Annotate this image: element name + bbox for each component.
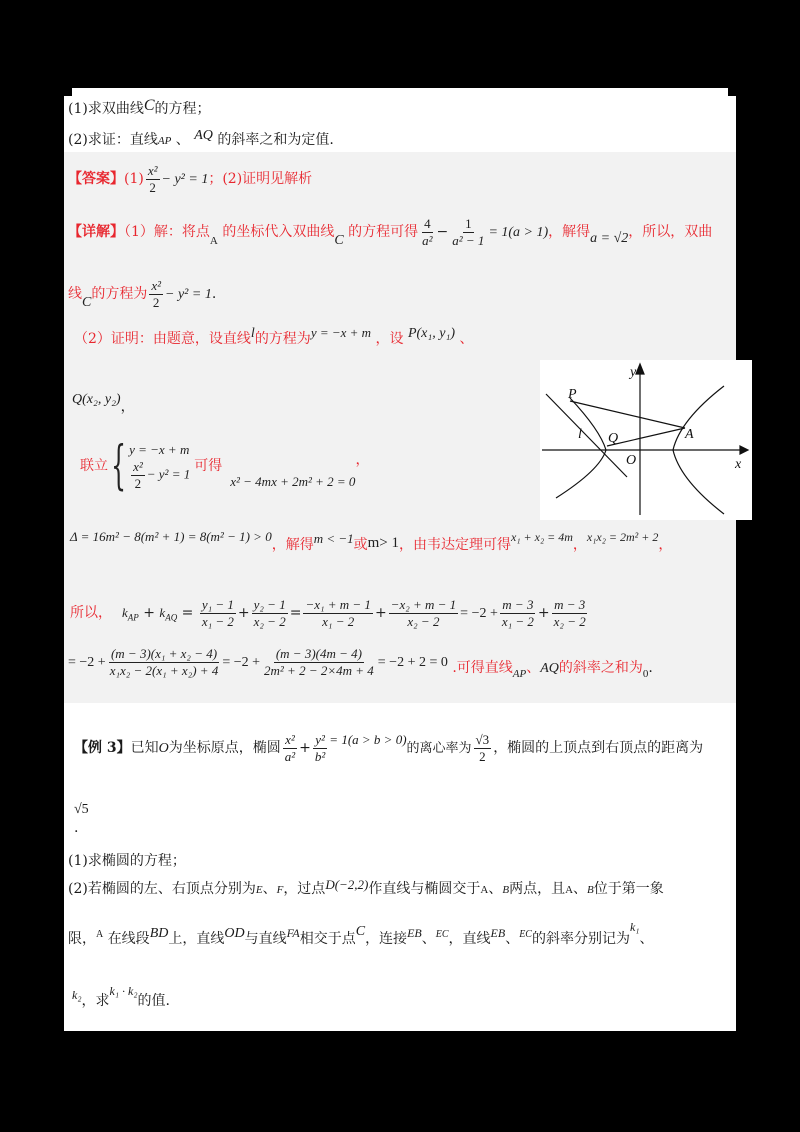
denominator: a² bbox=[422, 232, 433, 248]
text: 可得 bbox=[194, 458, 223, 474]
final-equation: = −2 + 2 = 0 bbox=[377, 655, 448, 670]
equation-rest: − y² = 1 bbox=[165, 287, 212, 302]
fraction: $\frac{(m - 3)(4m - 4)}{\text{2m² + 2 − 2×4m + 4}}$ bbox=[264, 645, 374, 678]
q2-text-end: 的斜率之和为定值. bbox=[217, 132, 334, 148]
example-tag: 【例 3】 bbox=[74, 740, 131, 756]
example-3-q2-line-2: 限，$^A$ 在线段BD上，直线OD与直线FA相交于点C，连接EB、$^{EC}$，直线EB、$^{EC}$的斜率分别记为k₁、 bbox=[68, 920, 654, 947]
numerator: x² bbox=[133, 458, 143, 474]
svg-text:y: y bbox=[630, 365, 637, 380]
segment-PA bbox=[570, 401, 685, 428]
brace: { bbox=[111, 436, 126, 496]
var-C: C bbox=[82, 295, 92, 310]
system-rows bbox=[129, 441, 190, 492]
fraction bbox=[149, 278, 163, 311]
point-P: P(x₁, y₁) bbox=[407, 326, 456, 341]
var-AQ: AQ bbox=[194, 128, 213, 143]
fraction: $\frac{\text{−x₁ + m − 1}}{\text{x₁ − 2}}$ bbox=[305, 596, 371, 629]
svg-text:l: l bbox=[578, 427, 582, 442]
svg-text:Q: Q bbox=[608, 431, 619, 446]
denominator: 2 bbox=[134, 475, 142, 491]
answer-line bbox=[68, 161, 312, 198]
example-3-q1 bbox=[68, 852, 186, 870]
text: ，设 bbox=[375, 331, 404, 347]
system-row-2 bbox=[129, 459, 190, 492]
k-aq: $k_{AQ}$ bbox=[159, 605, 178, 623]
detail-part2-line bbox=[74, 325, 474, 349]
fraction: $\frac{\text{(m − 3)(x₁ + x₂ − 4)}}{\text{x₁x₂ − 2(x₁ + x₂) + 4}}$ bbox=[109, 645, 219, 678]
period: . bbox=[74, 820, 79, 836]
svg-text:x: x bbox=[735, 457, 742, 472]
text: 联立 bbox=[80, 458, 108, 474]
eccentricity-fraction: $\frac{√3}{2}$ bbox=[475, 731, 490, 764]
fraction bbox=[146, 163, 160, 196]
text: ，由韦达定理可得 bbox=[399, 537, 512, 553]
distance-value: √5 bbox=[74, 802, 89, 817]
text: 的方程为 bbox=[254, 331, 311, 347]
delta-line: Δ = 16m² − 8(m² + 1) = 8(m² − 1) > 0，解得m < −1或m> 1，由韦达定理可得x₁ + x₂ = 4m，x₁x₂ = 2m² + 2， bbox=[70, 529, 673, 553]
text: （1）解：将点 bbox=[124, 224, 210, 240]
text: ，所以，双曲 bbox=[628, 224, 713, 240]
question-2 bbox=[68, 128, 334, 150]
text: 的离心率为 bbox=[406, 741, 472, 756]
numerator: x² bbox=[151, 277, 162, 293]
svg-text:A: A bbox=[685, 427, 694, 442]
text: ，解得 bbox=[548, 224, 591, 240]
condition: = 1(a > 1) bbox=[488, 225, 549, 240]
k-ap: $k_{AP}$ bbox=[122, 605, 139, 623]
example-3-line-1: 【例 3】已知O为坐标原点，椭圆 $\frac{\text{x²}}{\text{a²}}$ + $\frac{\text{y²}}{\text{b²}}$ = 1(a > b > 0)的离心率为 $\frac{√3}{2}$ ，椭圆的上顶点到右顶点的距离为 bbox=[74, 731, 704, 764]
text: ，解得 bbox=[271, 537, 314, 553]
slope-sum-line-1: 所以， $k_{AP} + k_{AQ}$ = $\frac{\text{y₁ − 1}}{\text{x₁ − 2}}$ + $\frac{\text{y₂ − 1}}{\text{x₂ − 2}}$ = $\frac{\text{−x₁ + m − 1}}{\text{x₁ − 2}}$ + $\frac{\text{−x₂ + m − 1}}{\text{x₂ − 2}}$ = −2 + $\frac{m - 3}{\text{x₁ − 2}}$ + $\frac{m - 3}{\text{x₂ − 2}}$ bbox=[70, 596, 586, 629]
fraction: $\frac{\text{y₂ − 1}}{\text{x₂ − 2}}$ bbox=[253, 596, 286, 629]
fraction: $\frac{\text{y²}}{\text{b²}}$ bbox=[314, 731, 326, 764]
row-rest: − y² = 1 bbox=[146, 465, 191, 481]
fraction: $\frac{m - 3}{\text{x₁ − 2}}$ bbox=[501, 596, 534, 629]
separator: ； bbox=[208, 171, 223, 187]
detail-tag: 【详解】 bbox=[68, 224, 124, 240]
var-AP: AP bbox=[157, 135, 172, 147]
comma: ， bbox=[120, 399, 135, 415]
comma: ， bbox=[355, 452, 370, 468]
var-C: C bbox=[334, 233, 344, 248]
text: 线 bbox=[68, 286, 82, 302]
text: 的方程为 bbox=[91, 286, 148, 302]
denominator: 2 bbox=[152, 294, 160, 310]
text: 的坐标代入双曲线 bbox=[222, 224, 335, 240]
q1-text: (1)求双曲线 bbox=[68, 101, 144, 117]
sum-of-roots: x₁ + x₂ = 4m bbox=[511, 530, 573, 544]
numerator: 4 bbox=[424, 215, 431, 231]
text: ，椭圆的上顶点到右顶点的距离为 bbox=[493, 740, 704, 756]
svg-text:P: P bbox=[568, 387, 577, 402]
slope-sum-line-2: = −2 + $\frac{\text{(m − 3)(x₁ + x₂ − 4)}}{\text{x₁x₂ − 2(x₁ + x₂) + 4}}$ = −2 + $\frac{(m - 3)(4m - 4)}{\text{2m² + 2 − 2×4m + 4}}$ = −2 + 2 = 0 .可得直线$_{AP}$、AQ的斜率之和为$_0$. bbox=[68, 645, 653, 680]
var-l: l bbox=[250, 326, 255, 341]
hyperbola-diagram bbox=[540, 360, 752, 520]
fraction bbox=[450, 216, 486, 249]
fraction bbox=[420, 216, 434, 249]
var-C: C bbox=[143, 97, 155, 114]
fraction: $\frac{\text{−x₂ + m − 1}}{\text{x₂ − 2}}$ bbox=[390, 596, 457, 629]
point-Q-line bbox=[72, 390, 135, 415]
text: 已知 bbox=[130, 740, 159, 756]
line-equation: y = −x + m bbox=[310, 325, 372, 340]
fraction: $\frac{\text{x²}}{\text{a²}}$ bbox=[284, 731, 296, 764]
system-row-1: y = −x + m bbox=[129, 441, 190, 457]
example-3-q2-line-1: (2)若椭圆的左、右顶点分别为E、F，过点D(−2,2)作直线与椭圆交于A、B两点，且A、B位于第一象 bbox=[68, 877, 664, 897]
answer-part1-label: (1) bbox=[124, 171, 144, 187]
example-3-line-2 bbox=[74, 800, 89, 837]
point-Q: Q(x₂, y₂) bbox=[72, 392, 121, 407]
system-line bbox=[80, 436, 370, 496]
question-1 bbox=[68, 97, 211, 118]
text: （2）证明：由题意，设直线 bbox=[74, 331, 251, 347]
numerator: 1 bbox=[465, 215, 472, 231]
svg-text:O: O bbox=[626, 453, 637, 468]
answer-part2: (2)证明见解析 bbox=[222, 171, 313, 187]
q2-text: (2)求证：直线 bbox=[68, 132, 158, 148]
denominator: 2 bbox=[149, 179, 156, 195]
example-3-q2-line-3: k₂，求k₁ · k₂的值. bbox=[72, 984, 170, 1009]
m-range-2: m> 1 bbox=[367, 535, 400, 551]
fraction: $\frac{m - 3}{\text{x₂ − 2}}$ bbox=[553, 596, 586, 629]
sep: 、 bbox=[175, 132, 190, 148]
m-range-1: m < −1 bbox=[313, 531, 354, 546]
text: 的方程可得 bbox=[348, 224, 419, 240]
text: 为坐标原点，椭圆 bbox=[168, 740, 281, 756]
y-arrow-icon bbox=[636, 364, 644, 374]
fraction: $\frac{\text{y₁ − 1}}{\text{x₁ − 2}}$ bbox=[201, 596, 234, 629]
a-value: a = √2 bbox=[590, 231, 629, 246]
hyperbola-figure bbox=[540, 360, 752, 520]
period: . bbox=[211, 286, 217, 302]
text: 或 bbox=[353, 537, 368, 553]
var-A: A bbox=[209, 235, 218, 247]
ellipse-condition: = 1(a > b > 0) bbox=[329, 732, 407, 747]
segment-QA bbox=[607, 428, 685, 446]
fraction bbox=[131, 459, 145, 492]
quadratic-equation: x² − 4mx + 2m² + 2 = 0 bbox=[230, 474, 356, 489]
detail-line-2 bbox=[68, 276, 216, 313]
sep: 、 bbox=[459, 331, 474, 347]
equation-rest: − y² = 1 bbox=[161, 172, 209, 187]
equation-system bbox=[80, 436, 370, 496]
x-arrow-icon bbox=[740, 446, 748, 454]
product-of-roots: x₁x₂ = 2m² + 2 bbox=[586, 530, 659, 544]
numerator: x² bbox=[147, 162, 158, 178]
conclusion: .可得直线$_{AP}$、AQ的斜率之和为$_0$. bbox=[452, 660, 653, 680]
denominator: a² − 1 bbox=[452, 232, 485, 248]
var-O: O bbox=[158, 741, 169, 756]
discriminant: Δ = 16m² − 8(m² + 1) = 8(m² − 1) > 0 bbox=[70, 529, 272, 544]
question-1: (1)求椭圆的方程； bbox=[68, 853, 186, 869]
detail-line-1: 【详解】（1）解：将点$_A$ 的坐标代入双曲线C 的方程可得 $\frac{4}{\text{a²}}$ − $\frac{1}{\text{a² − 1}}$ = 1(a > 1)，解得a = √2，所以，双曲 bbox=[68, 215, 713, 248]
q1-text-end: 的方程； bbox=[154, 101, 211, 117]
answer-tag: 【答案】 bbox=[68, 171, 124, 187]
text: 所以， bbox=[70, 605, 112, 621]
